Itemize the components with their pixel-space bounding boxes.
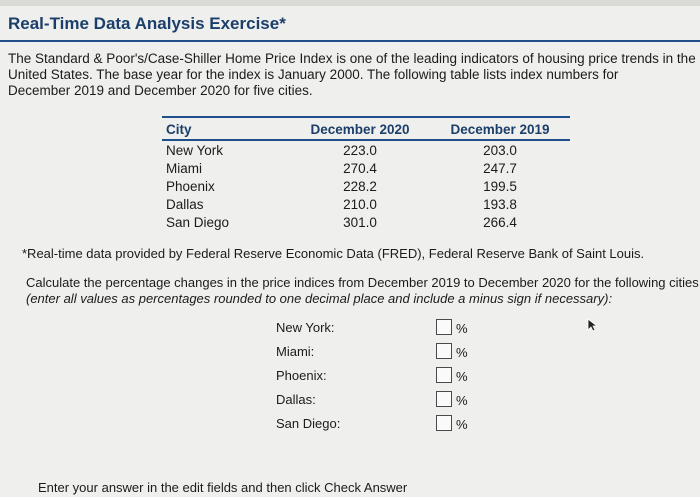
instruction-footer: Enter your answer in the edit fields and then click Check Answer	[38, 480, 408, 495]
question-instructions: (enter all values as percentages rounded to one decimal place and include a minus sign if necessary):	[26, 291, 613, 306]
intro-line: December 2019 and December 2020 for five cities.	[8, 83, 313, 98]
intro-paragraph	[8, 51, 700, 99]
value-cell: 228.2	[343, 178, 377, 194]
value-cell: 301.0	[343, 214, 377, 230]
answer-label: New York:	[276, 320, 335, 335]
value-cell: 270.4	[343, 160, 377, 176]
answer-label: Dallas:	[276, 392, 316, 407]
answer-label: Phoenix:	[276, 368, 327, 383]
answer-label: Miami:	[276, 344, 315, 359]
city-cell: San Diego	[166, 214, 230, 230]
percent-sign: %	[456, 369, 468, 384]
percent-sign: %	[456, 345, 468, 360]
table-row	[162, 195, 570, 213]
page-title: Real-Time Data Analysis Exercise*	[8, 14, 286, 33]
san-diego-percent-input[interactable]	[436, 415, 452, 431]
city-cell: Miami	[166, 160, 202, 176]
answer-form	[276, 318, 476, 438]
answer-row-dallas	[276, 390, 476, 414]
value-cell: 210.0	[343, 196, 377, 212]
price-index-table	[162, 116, 570, 231]
value-cell: 247.7	[483, 160, 517, 176]
new-york-percent-input[interactable]	[436, 319, 452, 335]
answer-row-miami	[276, 342, 476, 366]
answer-label: San Diego:	[276, 416, 341, 431]
intro-line: United States. The base year for the index is January 2000. The following table lists index numbers for	[8, 67, 619, 82]
percent-sign: %	[456, 417, 468, 432]
answer-row-phoenix	[276, 366, 476, 390]
question-line: Calculate the percentage changes in the price indices from December 2019 to December 2020 for the following cities	[26, 275, 699, 290]
value-cell: 193.8	[483, 196, 517, 212]
title-divider	[0, 40, 700, 42]
dallas-percent-input[interactable]	[436, 391, 452, 407]
miami-percent-input[interactable]	[436, 343, 452, 359]
table-header-row	[162, 117, 570, 140]
city-cell: Phoenix	[166, 178, 215, 194]
answer-row-new-york	[276, 318, 476, 342]
value-cell: 199.5	[483, 178, 517, 194]
column-header-city: City	[162, 117, 290, 140]
table-row	[162, 140, 570, 159]
answer-row-san-diego	[276, 414, 476, 438]
fred-footnote: *Real-time data provided by Federal Reserve Economic Data (FRED), Federal Reserve Bank of Saint Louis.	[22, 246, 645, 261]
top-border	[0, 0, 700, 6]
intro-line: The Standard & Poor's/Case-Shiller Home Price Index is one of the leading indicators of housing price trends in the	[8, 51, 696, 66]
city-cell: Dallas	[166, 196, 204, 212]
value-cell: 203.0	[483, 142, 517, 158]
column-header-december-2019: December 2019	[430, 117, 570, 140]
mouse-pointer-icon	[586, 318, 600, 332]
phoenix-percent-input[interactable]	[436, 367, 452, 383]
percent-sign: %	[456, 321, 468, 336]
table-row	[162, 177, 570, 195]
column-header-december-2020: December 2020	[290, 117, 430, 140]
table-row	[162, 213, 570, 231]
table-row	[162, 159, 570, 177]
city-cell: New York	[166, 142, 224, 158]
value-cell: 266.4	[483, 214, 517, 230]
percent-sign: %	[456, 393, 468, 408]
value-cell: 223.0	[343, 142, 377, 158]
question-text	[26, 275, 699, 307]
